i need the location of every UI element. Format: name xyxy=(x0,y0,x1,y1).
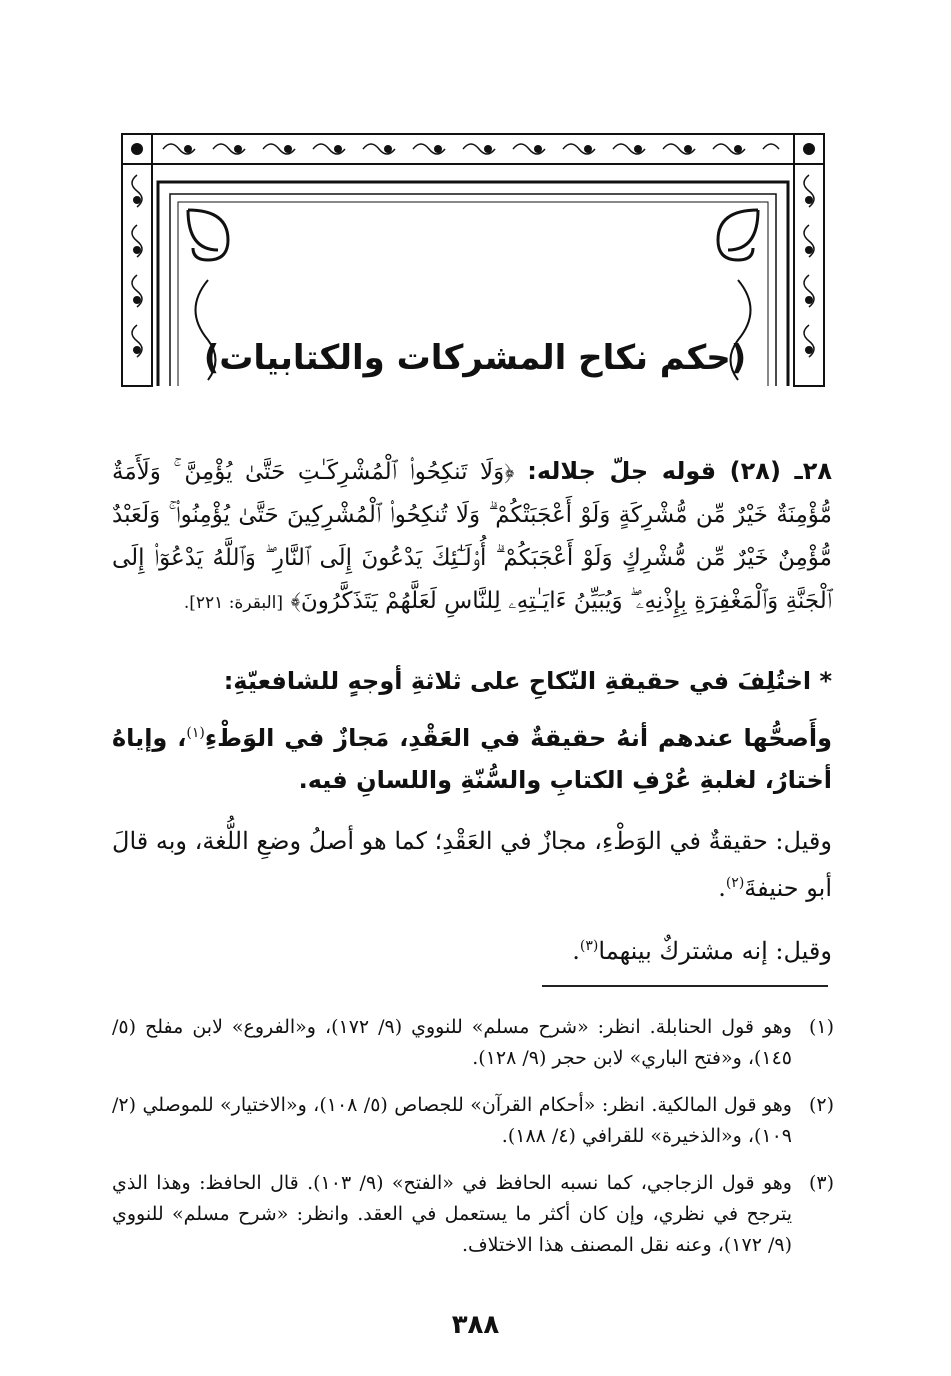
verse-paragraph xyxy=(112,450,832,624)
paragraph-3-text-b: . xyxy=(572,937,580,965)
section-heading: * اختُلِفَ في حقيقةِ النّكاحِ على ثلاثةِ أوجهٍ للشافعيّةِ: xyxy=(223,667,832,695)
chapter-title: (حكم نكاح المشركات والكتابيات) xyxy=(203,338,747,378)
footnote-ref-3[interactable]: (٣) xyxy=(579,938,599,954)
page-number: ٣٨٨ xyxy=(451,1310,500,1340)
paragraph-1-text-b: ، وإياهُ أختارُ، لغلبةِ عُرْفِ الكتابِ والسُّنّةِ واللسانِ فيه. xyxy=(112,724,832,794)
footnote-text: وهو قول الزجاجي، كما نسبه الحافظ في «الفتح» (٩/ ١٠٣). قال الحافظ: وهذا الذي يترجح في نظري، وإن كان أكثر ما يستعمل في العقد. وانظر: «شرح مسلم» للنووي (٩/ ١٧٢)، وعنه نقل المصنف هذا الاختلاف. xyxy=(112,1172,792,1256)
footnote-divider xyxy=(542,985,828,987)
paragraph-2-text-b: . xyxy=(718,874,726,902)
footnote-ref-1[interactable]: (١) xyxy=(186,725,205,741)
footnote-number: (٣) xyxy=(808,1172,834,1194)
footnote-1 xyxy=(112,1012,834,1074)
footnote-number: (٢) xyxy=(808,1094,834,1116)
paragraph-2-text-a: وقيل: حقيقةٌ في الوَطْءِ، مجازٌ في العَقْدِ؛ كما هو أصلُ وضعِ اللُّغة، وبه قالَ أبو حنيفةَ xyxy=(112,827,832,902)
quran-verse: ﴿وَلَا تَنكِحُوا۟ ٱلْمُشْرِكَـٰتِ حَتَّىٰ يُؤْمِنَّ ۚ وَلَأَمَةٌ مُّؤْمِنَةٌ خَيْرٌ مِّن مُّشْرِكَةٍ وَلَوْ أَعْجَبَتْكُمْ ۗ وَلَا تُنكِحُوا۟ ٱلْمُشْرِكِينَ حَتَّىٰ يُؤْمِنُوا۟ ۚ وَلَعَبْدٌ مُّؤْمِنٌ خَيْرٌ مِّن مُّشْرِكٍ وَلَوْ أَعْجَبَكُمْ ۗ أُو۟لَـٰٓئِكَ يَدْعُونَ إِلَى ٱلنَّارِ ۖ وَٱللَّهُ يَدْعُوٓا۟ إِلَى ٱلْجَنَّةِ وَٱلْمَغْفِرَةِ بِإِذْنِهِۦ ۖ وَيُبَيِّنُ ءَايَـٰتِهِۦ لِلنَّاسِ لَعَلَّهُمْ يَتَذَكَّرُونَ﴾ xyxy=(112,459,832,614)
paragraph-3-text-a: وقيل: إنه مشتركٌ بينهما xyxy=(598,937,832,965)
paragraph-3 xyxy=(112,925,832,972)
paragraph-1 xyxy=(112,712,832,801)
footnote-2 xyxy=(112,1090,834,1152)
verse-reference: [البقرة: ٢٢١]. xyxy=(183,593,283,613)
footnote-ref-2[interactable]: (٢) xyxy=(725,875,745,891)
paragraph-2 xyxy=(112,820,832,909)
footnote-3 xyxy=(112,1168,834,1261)
footnote-number: (١) xyxy=(808,1016,834,1038)
footnote-text: وهو قول الحنابلة. انظر: «شرح مسلم» للنووي (٩/ ١٧٢)، و«الفروع» لابن مفلح (٥/ ١٤٥)، و«فتح الباري» لابن حجر (٩/ ١٢٨). xyxy=(112,1016,792,1069)
verse-intro: ٢٨ـ (٢٨) قوله جلّ جلاله: xyxy=(527,457,832,485)
footnote-text: وهو قول المالكية. انظر: «أحكام القرآن» للجصاص (٥/ ١٠٨)، و«الاختيار» للموصلي (٢/ ١٠٩)، و«الذخيرة» للقرافي (٤/ ١٨٨). xyxy=(112,1094,792,1147)
paragraph-1-text-a: وأَصحُّها عندهم أنهُ حقيقةٌ في العَقْدِ، مَجازٌ في الوَطْءِ xyxy=(204,724,832,752)
